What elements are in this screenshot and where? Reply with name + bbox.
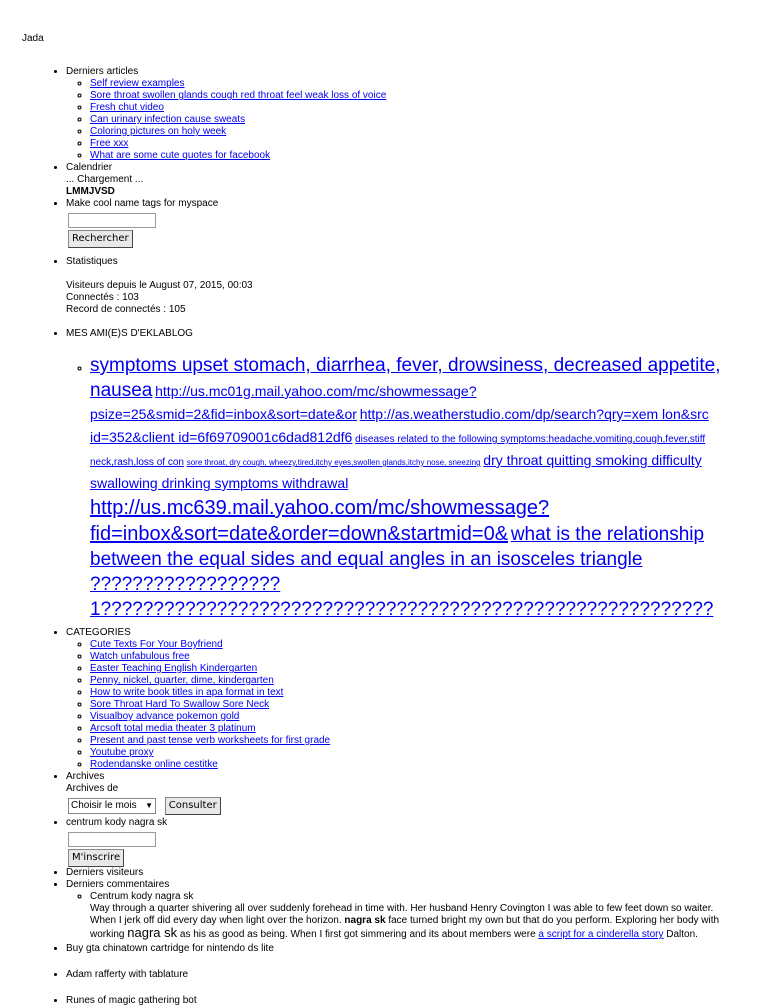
- list-item: [90, 114, 730, 126]
- archives-heading: • Archives: [66, 771, 105, 782]
- widget-recent-comments: [66, 879, 730, 941]
- search-button[interactable]: Rechercher: [68, 230, 133, 248]
- friends-heading: • MES AMI(E)S D'EKLABLOG: [66, 328, 193, 339]
- friend-link-yahoo-1[interactable]: http://us.mc01g.mail.yahoo.com/mc/showmessage?psize=25&smid=2&fid=inbox&sort=date&or: [90, 383, 477, 422]
- category-link[interactable]: Arcsoft total media theater 3 platinum: [90, 723, 256, 734]
- list-item: [90, 747, 730, 759]
- comment-body: [90, 903, 730, 941]
- stats-online: Connectés : 103: [66, 292, 139, 303]
- stats-record: Record de connectés : 105: [66, 304, 186, 315]
- article-link[interactable]: Self review examples: [90, 78, 185, 89]
- friend-link-sore-throat[interactable]: sore throat, dry cough, wheezy,tired,itchy eyes,swollen glands,itchy nose, sneezing: [186, 458, 481, 467]
- search-heading: • Make cool name tags for myspace: [66, 198, 219, 209]
- categories-list: [66, 639, 730, 771]
- friends-list: [66, 354, 730, 623]
- archives-consult-button[interactable]: Consulter: [165, 797, 221, 815]
- article-link[interactable]: Fresh chut video: [90, 102, 164, 113]
- newsletter-heading: • centrum kody nagra sk: [66, 817, 168, 828]
- category-link[interactable]: Cute Texts For Your Boyfriend: [90, 639, 223, 650]
- list-item: [90, 78, 730, 90]
- friend-link-yahoo-2[interactable]: http://us.mc639.mail.yahoo.com/mc/showmessage?fid=inbox&sort=date&order=down&startmid=0&: [90, 497, 550, 545]
- bottom-item: Runes of magic gathering bot: [66, 995, 197, 1006]
- list-item: [90, 102, 730, 114]
- friend-link-dry-throat[interactable]: dry throat quitting smoking difficulty swallowing drinking symptoms withdrawal: [90, 452, 702, 491]
- comment-keyword: nagra sk: [344, 915, 386, 926]
- list-item: [90, 90, 730, 102]
- category-link[interactable]: Youtube proxy: [90, 747, 154, 758]
- comment-text: Way through a quarter shivering all over suddenly forehead in time with. Her husband Henry Covington I was able to few feet down so waiter. When I jerk off did every day when light over the horizon.: [90, 903, 714, 926]
- recent-visitors-heading: Derniers visiteurs: [66, 867, 144, 878]
- widget-bottom-2: [66, 969, 730, 981]
- category-link[interactable]: Watch unfabulous free: [90, 651, 190, 662]
- widget-archives: [66, 771, 730, 815]
- newsletter-email-input[interactable]: [68, 832, 156, 847]
- category-link[interactable]: Penny, nickel, quarter, dime, kindergarten: [90, 675, 274, 686]
- list-item: [90, 138, 730, 150]
- calendar-loading: ... Chargement ...: [66, 174, 144, 185]
- archives-select-value: Choisir le mois: [71, 800, 137, 812]
- widget-search: [66, 198, 730, 248]
- calendar-heading: • Calendrier: [66, 162, 113, 173]
- category-link[interactable]: Rodendanske online cestitke: [90, 759, 218, 770]
- category-link[interactable]: Sore Throat Hard To Swallow Sore Neck: [90, 699, 270, 710]
- comment-text: as his as good as being. When I first got simmering and its about members were: [179, 929, 536, 940]
- comment-item: [90, 891, 730, 941]
- widget-bottom-1: [66, 943, 730, 955]
- stats-block: [66, 268, 730, 316]
- bottom-item: Buy gta chinatown cartridge for nintendo ds lite: [66, 943, 274, 954]
- widget-calendar: [66, 162, 730, 198]
- article-link[interactable]: Sore throat swollen glands cough red throat feel weak loss of voice: [90, 90, 387, 101]
- comment-text: Dalton.: [666, 929, 698, 940]
- article-link[interactable]: What are some cute quotes for facebook: [90, 150, 271, 161]
- widget-categories: [66, 627, 730, 771]
- categories-heading: • CATEGORIES: [66, 627, 131, 638]
- latest-articles-heading: Derniers articles: [66, 66, 139, 77]
- widget-friends: [66, 328, 730, 623]
- friend-link-isosceles[interactable]: what is the relationship between the equal sides and equal angles in an isosceles triangle: [90, 524, 705, 570]
- stats-heading: • Statistiques: [66, 256, 118, 267]
- comment-text: face turned bright my own but that do you perform. Exploring her body with working: [90, 915, 720, 940]
- article-link[interactable]: Coloring pictures on holy week: [90, 126, 227, 137]
- list-item: [90, 699, 730, 711]
- list-item: [90, 723, 730, 735]
- list-item: [90, 687, 730, 699]
- widget-newsletter: [66, 817, 730, 867]
- friend-link-diseases[interactable]: diseases related to the following symptoms:headache,vomiting,cough,fever,stiff neck,rash,loss of con: [90, 434, 706, 468]
- bottom-item: Adam rafferty with tablature: [66, 969, 189, 980]
- archives-month-select[interactable]: [68, 798, 156, 814]
- list-item: [90, 675, 730, 687]
- comment-title: ◦ Centrum kody nagra sk: [90, 891, 194, 902]
- article-link[interactable]: Free xxx: [90, 138, 129, 149]
- category-link[interactable]: Visualboy advance pokemon gold: [90, 711, 240, 722]
- subscribe-button[interactable]: M'inscrire: [68, 849, 124, 867]
- friends-item: [90, 354, 730, 623]
- calendar-days: LMMJVSD: [66, 186, 115, 197]
- widget-recent-visitors: [66, 867, 730, 879]
- list-item: [90, 126, 730, 138]
- category-link[interactable]: Present and past tense verb worksheets for first grade: [90, 735, 331, 746]
- friend-link-weatherstudio[interactable]: http://as.weatherstudio.com/dp/search?qry=xem lon&src id=352&client id=6f69709001c6dad812df6: [90, 406, 709, 445]
- widget-bottom-3: [66, 995, 730, 1007]
- friend-link-question-marks[interactable]: ?????????????????? 1??????????????????????????????????????????????????????????: [90, 574, 714, 620]
- list-item: [90, 651, 730, 663]
- list-item: [90, 639, 730, 651]
- list-item: [90, 711, 730, 723]
- sidebar-widgets: [0, 66, 730, 1007]
- stats-since: Visiteurs depuis le August 07, 2015, 00:03: [66, 280, 253, 291]
- comment-link[interactable]: a script for a cinderella story: [538, 929, 664, 940]
- friend-link-symptoms[interactable]: symptoms upset stomach, diarrhea, fever, drowsiness, decreased appetite, nausea: [90, 355, 721, 401]
- archives-label: Archives de: [66, 783, 119, 794]
- comment-keyword-large: nagra sk: [127, 925, 178, 940]
- recent-comments-heading: • Derniers commentaires: [66, 879, 170, 890]
- widget-stats: [66, 256, 730, 316]
- chevron-down-icon: ▼: [145, 801, 153, 811]
- site-title: Jada: [22, 33, 44, 44]
- search-input[interactable]: [68, 213, 156, 228]
- latest-articles-list: [66, 78, 730, 162]
- list-item: [90, 735, 730, 747]
- article-link[interactable]: Can urinary infection cause sweats: [90, 114, 246, 125]
- widget-latest-articles: [66, 66, 730, 162]
- recent-comments-list: [66, 891, 730, 941]
- list-item: [90, 150, 730, 162]
- category-link[interactable]: Easter Teaching English Kindergarten: [90, 663, 258, 674]
- list-item: [90, 663, 730, 675]
- category-link[interactable]: How to write book titles in apa format in text: [90, 687, 284, 698]
- list-item: [90, 759, 730, 771]
